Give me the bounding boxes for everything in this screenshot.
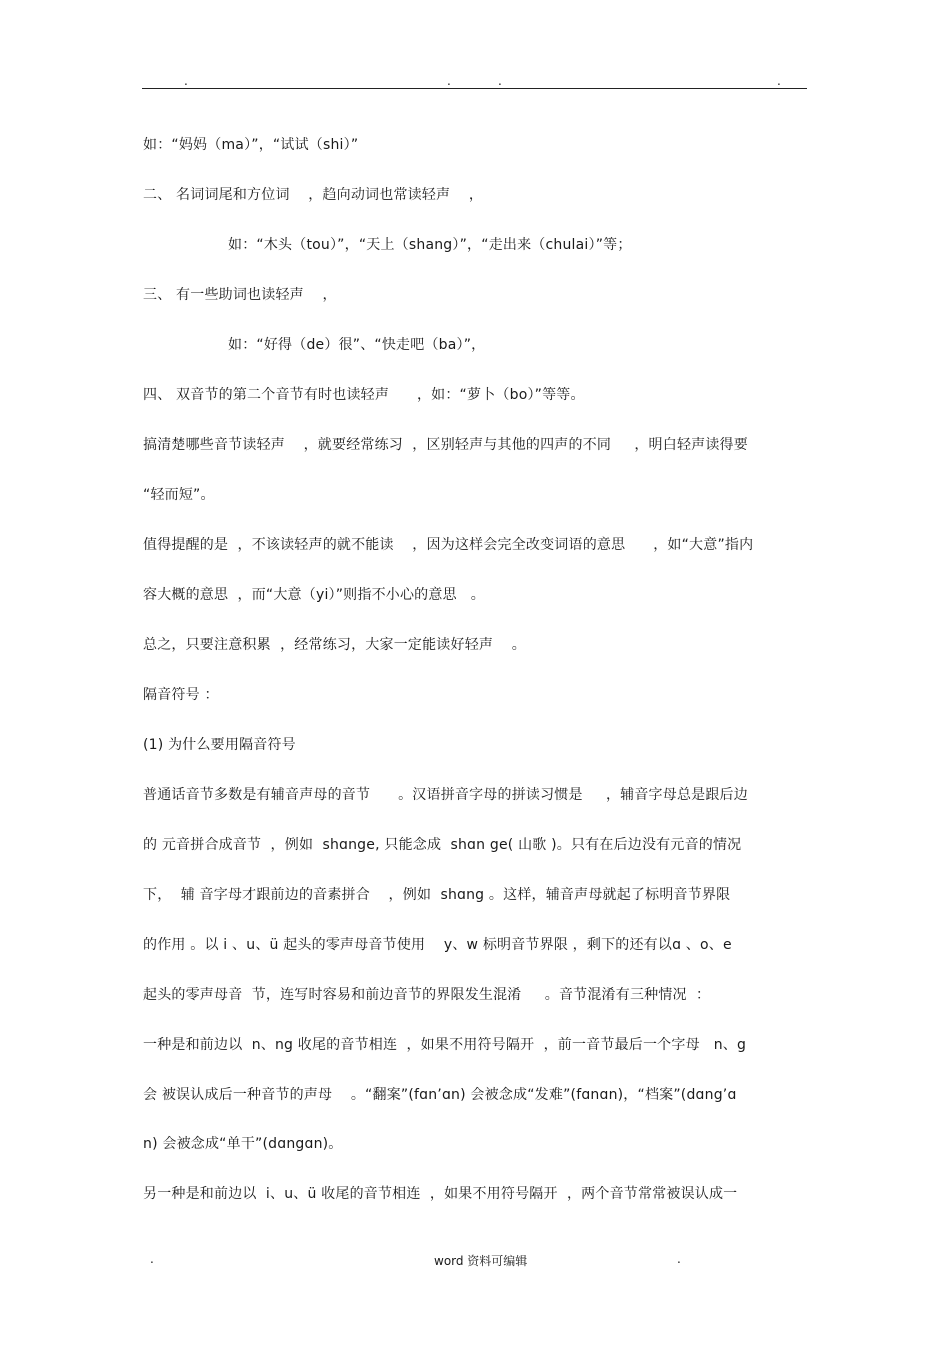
text-line: 的 元音拼合成音节 ，例如 shɑnge, 只能念成 shɑn ge( 山歌 )。只有在后边没有元音的情况 [143, 837, 742, 853]
footer-text: word 资料可编辑 [434, 1254, 528, 1268]
text-line: “轻而短”。 [143, 487, 215, 503]
text-line: 会 被误认成后一种音节的声母 。“翻案”(fɑn’ɑn) 会被念成“发难”(fɑnɑn)，“档案”(dɑng’ɑ [143, 1087, 737, 1103]
text-line: 总之，只要注意积累 ，经常练习，大家一定能读好轻声 。 [143, 637, 526, 653]
subsection-heading: (1) 为什么要用隔音符号 [143, 737, 296, 753]
header-dot: . [498, 74, 502, 88]
text-line: 起头的零声母音 节，连写时容易和前边音节的界限发生混淆 。音节混淆有三种情况 ： [143, 987, 711, 1003]
text-line: 四、 双音节的第二个音节有时也读轻声 ，如：“萝卜（bo）”等等。 [143, 387, 585, 403]
text-line: 一种是和前边以 n、ng 收尾的音节相连 ，如果不用符号隔开 ，前一音节最后一个字母 n、g [143, 1037, 747, 1053]
text-line: 另一种是和前边以 i、u、ü 收尾的音节相连 ，如果不用符号隔开 ，两个音节常常被误认成一 [143, 1186, 738, 1202]
header-dot: . [777, 74, 781, 88]
text-line: 普通话音节多数是有辅音声母的音节 。汉语拼音字母的拼读习惯是 ，辅音字母总是跟后边 [143, 787, 748, 803]
text-line: 如：“妈妈（ma）”，“试试（shi）” [143, 137, 359, 153]
section-heading: 隔音符号 ： [143, 687, 219, 703]
text-line: 容大概的意思 ，而“大意（yi）”则指不小心的意思 。 [143, 587, 485, 603]
text-line: 三、 有一些助词也读轻声 ， [143, 287, 337, 303]
text-line: 搞清楚哪些音节读轻声 ，就要经常练习 ，区别轻声与其他的四声的不同 ，明白轻声读得要 [143, 437, 748, 453]
text-line: 值得提醒的是 ，不该读轻声的就不能读 ，因为这样会完全改变词语的意思 ，如“大意”指内 [143, 537, 754, 553]
text-line: 二、 名词词尾和方位词 ，趋向动词也常读轻声 ， [143, 187, 484, 203]
text-line: n) 会被念成“单干”(dɑngɑn)。 [143, 1136, 343, 1152]
header-rule [142, 88, 807, 89]
text-line: 如：“木头（tou）”，“天上（shang）”，“走出来（chulai）”等； [228, 237, 632, 253]
header-dot: . [184, 74, 188, 88]
header-dot: . [447, 74, 451, 88]
text-line: 的作用 。以 i 、u、ü 起头的零声母音节使用 y、w 标明音节界限 ，剩下的还有以ɑ 、o、e [143, 937, 732, 953]
text-line: 如：“好得（de）很”、“快走吧（ba）”， [228, 337, 486, 353]
text-line: 下， 辅 音字母才跟前边的音素拼合 ，例如 shɑng 。这样，辅音声母就起了标明音节界限 [143, 887, 731, 903]
footer-dot: . [150, 1252, 154, 1266]
footer-dot: . [677, 1252, 681, 1266]
